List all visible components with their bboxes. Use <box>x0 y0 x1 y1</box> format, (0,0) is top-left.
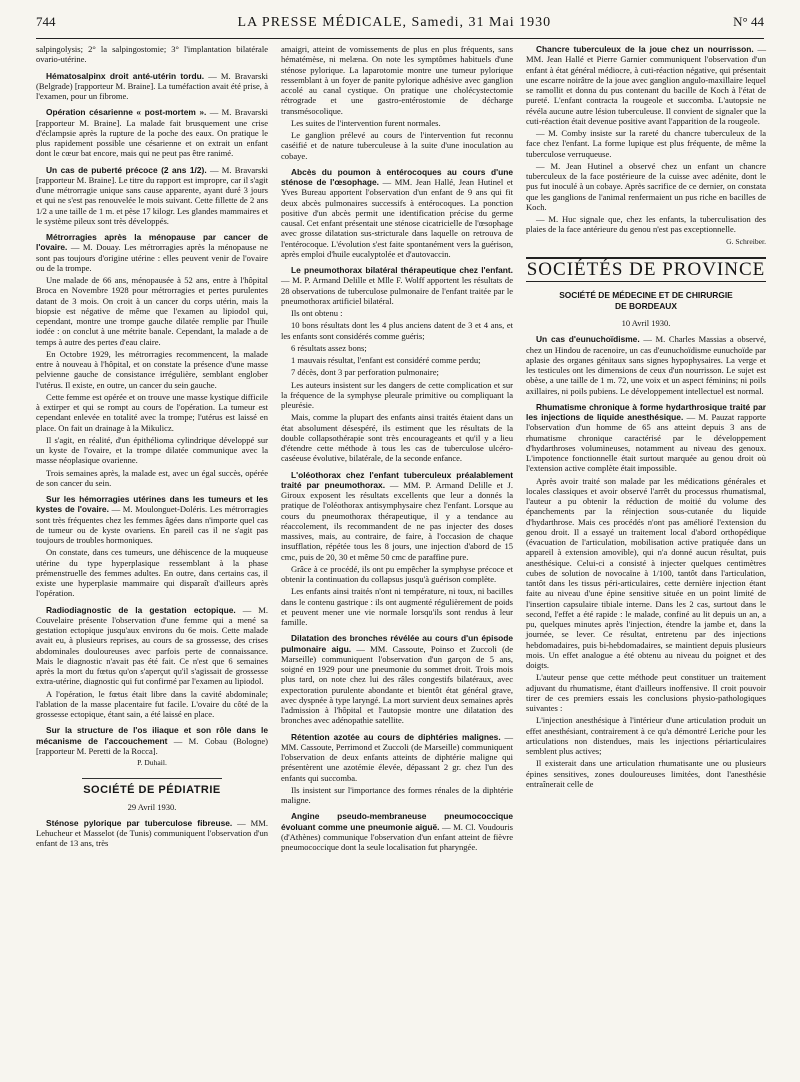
paragraph: salpingolysis; 2° la salpingostomie; 3° l'implantation bilatérale ovario-utérine. <box>36 44 268 65</box>
article-title: Abcès du poumon à entérocoques au cours d'une sténose de l'œsophage. <box>281 166 513 187</box>
article <box>36 165 268 227</box>
article-title: Opération césarienne « post-mortem ». <box>46 107 207 118</box>
article-title: Métrorragies après la ménopause par cancer de l'ovaire. <box>36 232 268 253</box>
article <box>36 818 268 849</box>
article-title: Rhumatisme chronique à forme hydarthrosique traité par les injections de liquide anesthésique. <box>526 401 766 422</box>
paragraph: — M. Jean Hutinel a observé chez un enfant un chancre tuberculeux de la face postérieure de la cuisse avec adénite, dont le pus fut inoculé à un cobaye. Après sacrifice de ce dernier, on constata que les ganglions de l'animal renfermaient un pus riche en bacilles de Koch. <box>526 160 766 212</box>
paragraph: — M. Huc signale que, chez les enfants, la tuberculisation des plaies de la face antérieure du genou n'est pas exceptionnelle. <box>526 214 766 235</box>
article <box>526 44 766 235</box>
column-2 <box>281 44 513 854</box>
paragraph: Les suites de l'intervention furent normales. <box>291 117 441 128</box>
column-3 <box>526 44 766 791</box>
paragraph: Une malade de 66 ans, ménopausée à 52 ans, entre à l'hôpital Broca en Novembre 1928 pour métrorragies et pertes purulentes datant de 3 mois. On croit à un cancer du corps utérin, mais la biopsie est négative de même que l'examen au lipiodol qui, cependant, montre une trompe gauche dilatée remplie par l'huile iodée : on conclut à une métrite banale. Cependant, la malade a de temps à autre des pertes d'eau claire. <box>36 275 268 347</box>
header-rule <box>36 38 764 39</box>
article-title: Sur les hémorragies utérines dans les tumeurs et les kystes de l'ovaire. <box>36 494 268 515</box>
article <box>281 265 513 464</box>
article <box>526 334 766 396</box>
paragraph: Cette femme est opérée et on trouve une masse kystique difficile à extirper et qui se rompt au cours de l'opération. La tumeur est cependant enlevée en totalité avec la trompe; l'utérus est laissé en place. On fait un drainage à la Mikulicz. <box>36 391 268 433</box>
paragraph: Après avoir traité son malade par les médications générales et locales classiques et avoir observé l'arrêt du processus rhumatismal, l'auteur a pu obtenir la réduction de moitié du volume des épanchements par la réinjection sous-cutanée du liquide d'hydarthrose. Mais ces procédés n'ont pas amélioré l'extension du genou droit. Il a essayé un traitement local d'abord orthopédique (évacuation de l'articulation, mobilisation active pratiquée dans un appareil à extension amovible), qui n'a donné aucun résultat, puis anesthésique. Celui-ci a consisté à injecter quelques centimètres cubes de solution de novocaïne à 1/100, tantôt dans l'articulation, tantôt dans les tissus péri-articulaires, cette dernière injection étant faite au niveau d'une épine sensitive située en un point limité de l'insertion capsulaire tibiale interne. Dans les 2 cas, surtout dans le second, l'effet a été rapide : le malade, confiné au lit depuis un an, a pu, quelques minutes après l'injection, étendre la jambe et, dans la journée, se lever. Ce résultat, entretenu par des injections hebdomadaires, puis bi-hebdomadaires, se maintient depuis plusieurs mois. Un effet analogue a été obtenu au niveau du poignet et des doigts. <box>526 475 766 670</box>
author-signature: P. Duhail. <box>137 758 167 767</box>
major-section-name: SOCIÉTÉS DE PROVINCE <box>526 258 766 280</box>
paragraph: amaigri, atteint de vomissements de plus en plus fréquents, sans hématémèse, ni melæna. On note les symptômes habituels d'une sténose pylorique. La laparotomie montre une tumeur pylorique ressemblant à un foyer de panite pylorique adhésive avec ganglion accolé au canal cystique. On pratique une cholécystectomie rétrograde et une gastro-entérostomie de décharge transmésocolique. <box>281 44 513 116</box>
article-body: — MM. Jean Hallé et Pierre Garnier communiquent l'observation d'un enfant à état général médiocre, à cuti-réaction négative, qui présentait une escarre noirâtre de la joue avec ganglion angulo-maxillaire lequel se ramollit et donna du pus contenant du bacille de Koch à l'état de pureté. L'enfant contracta la rougeole et succomba. L'autopsie ne révéla aucune autre lésion tuberculeuse. Il convient de signaler que la cuti-réaction était devenue positive avant l'apparition de la rougeole. <box>526 44 766 126</box>
paragraph: Il s'agit, en réalité, d'un épithélioma cylindrique développé sur un kyste de l'ovaire, et la trompe dilatée communique avec la masse néoplasique ovarienne. <box>36 434 268 466</box>
article-body: — M. Couvelaire présente l'observation d'une femme qui a mené sa gestation ectopique jusqu'aux environs du 6e mois. Cette malade avait eu, à plusieurs reprises, au cours de sa grossesse, des crises abdominales douloureuses avec parfois perte de connaissance. Mais le diagnostic n'avait pas été fait. Ce n'est que 6 semaines après la mort du fœtus qu'on s'aperçut qu'il s'agissait de grossesse extra-utérine, diagnostic qui fut confirmé par l'examen au lipiodol. <box>36 604 269 687</box>
article-body: — M. Charles Massias a observé, chez un Hindou de racenoire, un cas d'eunuchoïdisme eunuchoïde par aplasie des organes génitaux sans signes hypophysaires. La verge et les testicules ont les dimensions de ceux d'un nourrisson. Le sujet est obèse, a une taille de 1 m. 72, une voix et un aspect féminins; ni poils axillaires, ni poils pubiens. Le développement intellectuel est normal. <box>526 334 767 396</box>
article <box>281 167 513 259</box>
article-body: — MM. Cassoute, Poinso et Zuccoli (de Marseille) communiquent l'observation d'un garçon de 5 ans, soigné en 1929 pour une pneumonie du sommet droit. Trois mois plus tard, on note chez lui des râles congestifs bilatéraux, avec expectoration purulente abondante et bientôt état général grave, avec dyspnée à type laryngé. La mort survient deux semaines après l'admission à l'hôpital et l'autopsie montre une dilatation des bronches avec adénopathie satellite. <box>281 643 513 726</box>
column-1 <box>36 44 268 851</box>
article <box>281 811 513 852</box>
article <box>36 725 268 756</box>
article-title: L'oléothorax chez l'enfant tuberculeux préalablement traité par pneumothorax. <box>281 469 513 490</box>
author-signature: G. Schreiber. <box>726 236 766 246</box>
paragraph: Ils insistent sur l'importance des formes rénales de la diphtérie maligne. <box>281 784 513 805</box>
paragraph: Les enfants ainsi traités n'ont ni température, ni toux, ni bacilles dans le contenu gastrique : ils ont augmenté régulièrement de poids et peuvent mener une vie normale lorsqu'ils sont rendus à leur famille. <box>281 586 513 627</box>
article <box>36 71 268 102</box>
article-title: Angine pseudo-membraneuse pneumococcique évoluant comme une pneumonie aiguë. <box>281 811 513 832</box>
paragraph: — M. Comby insiste sur la rareté du chancre tuberculeux de la face chez l'enfant. La forme lupique est plus fréquente, de même la tuberculose verruqueuse. <box>526 128 766 159</box>
article-body: — M. Pauzat rapporte l'observation d'un homme de 65 ans atteint depuis 3 ans de rhumatisme chronique caractérisé par le développement d'hydarthroses volumineuses, notamment au niveau des genoux. L'impotence fonctionnelle était surtout marquée au genou droit où l'extension active complète était impossible. <box>526 412 766 474</box>
paragraph: Il existerait dans une articulation rhumatisante une ou plusieurs épines sensitives, zones douloureuses limitées, dont l'anesthésie entraînerait celle de <box>526 758 766 789</box>
paragraph: 1 mauvais résultat, l'enfant est considéré comme perdu; <box>291 355 481 365</box>
paragraph: L'auteur pense que cette méthode peut constituer un traitement adjuvant du rhumatisme, étant d'ailleurs inoffensive. Il croit pouvoir tirer de ces premiers essais les conclusions physio-pathologiques suivantes : <box>526 672 766 713</box>
article-body: — M. Cl. Voudouris (d'Athènes) communique l'observation d'un enfant atteint de fièvre pneumococcique dont la seule localisation fut pharyngée. <box>281 821 513 852</box>
article-title: Radiodiagnostic de la gestation ectopique. <box>46 604 236 615</box>
paragraph: 10 bons résultats dont les 4 plus anciens datent de 3 et 4 ans, et les enfants sont considérés comme guéris; <box>281 320 513 341</box>
paragraph: Mais, comme la plupart des enfants ainsi traités étaient dans un état absolument désespéré, ils estiment que les résultats de la double collapsothérapie sont très encourageants et qu'il y a lieu d'étendre cette méthode à tous les cas de tuberculose ulcéro-caséeuse évolutive, bilatérale, de la seconde enfance. <box>281 412 513 464</box>
article-title: Chancre tuberculeux de la joue chez un nourrisson. <box>536 44 754 54</box>
section-date: 10 Avril 1930. <box>621 318 671 328</box>
paragraph: On constate, dans ces tumeurs, une déhiscence de la muqueuse utérine du type hyperplasique ressemblant à la phase prémenstruelle des femmes adultes. En outre, dans certains cas, il existe une hyperplasie mammaire qui disparaît d'ailleurs après l'opération. <box>36 547 268 599</box>
article-body: — M. Bravarski (Belgrade) [rapporteur M. Braine]. La tuméfaction avait été prise, à l'examen, pour un fibrome. <box>36 70 268 101</box>
article-title: Un cas de puberté précoce (2 ans 1/2). <box>46 164 207 175</box>
paragraph: Ils ont obtenu : <box>291 308 343 318</box>
page-number: 744 <box>36 14 56 29</box>
article-body: — M. Douay. Les métrorragies après la ménopause ne sont pas toujours d'origine utérine : elles peuvent venir de l'ovaire ou de la trompe. <box>36 242 268 273</box>
article <box>526 402 766 789</box>
divider <box>82 778 221 779</box>
divider <box>526 281 766 282</box>
article <box>36 107 268 158</box>
article <box>36 232 268 488</box>
paragraph: Le ganglion prélevé au cours de l'intervention fut reconnu caséifié et de nature tuberculeuse à la suite d'une inoculation au cobaye. <box>281 130 513 161</box>
paragraph: Les auteurs insistent sur les dangers de cette complication et sur la fréquence de la symphyse pleurale primitive ou compliquant la pleurésie. <box>281 379 513 410</box>
article-body: — MM. P. Armand Delille et J. Giroux exposent les résultats excellents que leur a donnés la pratique de l'oléothorax antisymphysaire chez l'enfant. Lorsque au cours du pneumothorax thérapeutique, il y a tendance au réaccolement, ils recommandent de ne pas injecter des doses massives, mais, au contraire, de faire, à l'occasion de chaque insufflation, répétée tous les 8 jours, une injection d'abord de 15 cmc, puis de 20, 30 et même 50 cmc de paraffine pure. <box>281 479 514 562</box>
article-title: Rétention azotée au cours de diphtéries malignes. <box>291 731 501 742</box>
section-heading <box>36 778 268 812</box>
article-body: — MM. Jean Hallé, Jean Hutinel et Yves Bureau apportent l'observation d'un enfant de 9 ans qui fit deux abcès pulmonaires successifs à entérocoques. La ponction positive d'un abcès permit une identification précise du germe causal. Cet enfant présentait une sténose cicatricielle de l'œsophage avec grosse dilatation sus-stricturale dans laquelle on retrouva de l'entérocoque. L'évolution s'est faite spontanément vers la guérison, après emploi d'huile eucalyptolée et d'autovaccin. <box>281 177 513 259</box>
journal-title: LA PRESSE MÉDICALE, Samedi, 31 Mai 1930 <box>237 15 552 30</box>
article-title: Sur la structure de l'os iliaque et son rôle dans le mécanisme de l'accouchement <box>36 725 268 746</box>
article-body: — MM. Cassoute, Perrimond et Zuccoli (de Marseille) communiquent l'observation de deux enfants atteints de diphtérie maligne qui présentèrent une azotémie élevée, dépassant 2 gr. chez l'un des enfants qui succomba. <box>281 731 514 783</box>
society-name <box>526 290 766 312</box>
article-body: — M. Moulonguet-Doléris. Les métrorragies sont très fréquentes chez les femmes âgées dans n'importe quel cas de tumeur ou de kyste ovariens. En pareil cas il ne s'agit pas toujours de troubles hormoniques. <box>36 504 268 545</box>
article-title: Sténose pylorique par tuberculose fibreuse. <box>46 817 233 828</box>
society-name-line: SOCIÉTÉ DE MÉDECINE ET DE CHIRURGIE <box>559 290 733 300</box>
article-body: — M. Bravarski [rapporteur M. Braine]. Le titre du rapport est impropre, car il s'agit d'une métrorragie unique sans cause apparente, ayant duré 3 jours et qui ne s'est pas renouvelée le mois suivant. Cette fillette de 2 ans 1/2 a une taille de 1 m. et pèse 17 kilogr. Les glandes mammaires et le système pileux sont très développés. <box>36 164 268 226</box>
paragraph: L'injection anesthésique à l'intérieur d'une articulation produit un effet anesthésiant, contrairement à ce qu'a démontré Leriche pour les articulations non distendues, mais les injections périarticulaires semblent plus actives; <box>526 715 766 756</box>
article <box>36 605 268 720</box>
paragraph: 6 résultats assez bons; <box>291 342 367 353</box>
article-title: Un cas d'eunuchoïdisme. <box>536 334 640 345</box>
article-title: Le pneumothorax bilatéral thérapeutique chez l'enfant. <box>291 265 513 275</box>
major-section-heading <box>526 257 766 282</box>
paragraph: Trois semaines après, la malade est, avec un égal succès, opérée de son cancer du sein. <box>36 467 268 488</box>
paragraph: 7 décès, dont 3 par perforation pulmonaire; <box>291 367 439 378</box>
article-title: Dilatation des bronches révélée au cours d'un épisode pulmonaire aigu. <box>281 633 513 654</box>
article-body: — M. Bravarski [rapporteur M. Braine]. La malade fait brusquement une crise d'éclampsie après la rupture de la poche des eaux. On pratique le plus rapidement possible une césarienne et on extrait un enfant dont le cœur bat encore, mais qui ne peut pas être ranimé. <box>36 107 268 159</box>
article-body: — M. Cobau (Bologne) [rapporteur M. Peretti de la Rocca]. <box>36 735 268 756</box>
article-body: — MM. Lehucheur et Masselot (de Tunis) communiquent l'observation d'un enfant de 13 ans, très <box>36 817 268 849</box>
article-title: Hématosalpinx droit anté-utérin tordu. <box>46 70 205 81</box>
section-name: SOCIÉTÉ DE PÉDIATRIE <box>83 784 221 797</box>
page-header <box>36 14 764 36</box>
article <box>281 732 513 806</box>
paragraph: A l'opération, le fœtus était libre dans la cavité abdominale; l'ablation de la masse placentaire fut facile. L'ovaire du côté de la grossesse ectopique, étant sain, a été laissé en place. <box>36 688 268 719</box>
issue-number: N° 44 <box>733 14 764 29</box>
section-date: 29 Avril 1930. <box>127 801 177 812</box>
paragraph: Grâce à ce procédé, ils ont pu empêcher la symphyse précoce et obtenir la continuation du collapsus jusqu'à guérison complète. <box>281 563 513 584</box>
article <box>281 633 513 725</box>
society-name-line: DE BORDEAUX <box>615 301 677 311</box>
article <box>281 470 513 628</box>
article <box>36 494 268 599</box>
paragraph: En Octobre 1929, les métrorragies recommencent, la malade entre à nouveau à l'hôpital, et on constate la présence d'une masse pelvienne gauche de consistance irrégulière, semblant englober l'utérus. Il existe, en outre, un cancer du sein gauche. <box>36 348 268 390</box>
article-body: — M. P. Armand Delille et Mlle F. Wolff apportent les résultats de 28 observations de tuberculose pulmonaire de l'enfant traitée par le pneumothorax artificiel bilatéral. <box>281 275 513 306</box>
